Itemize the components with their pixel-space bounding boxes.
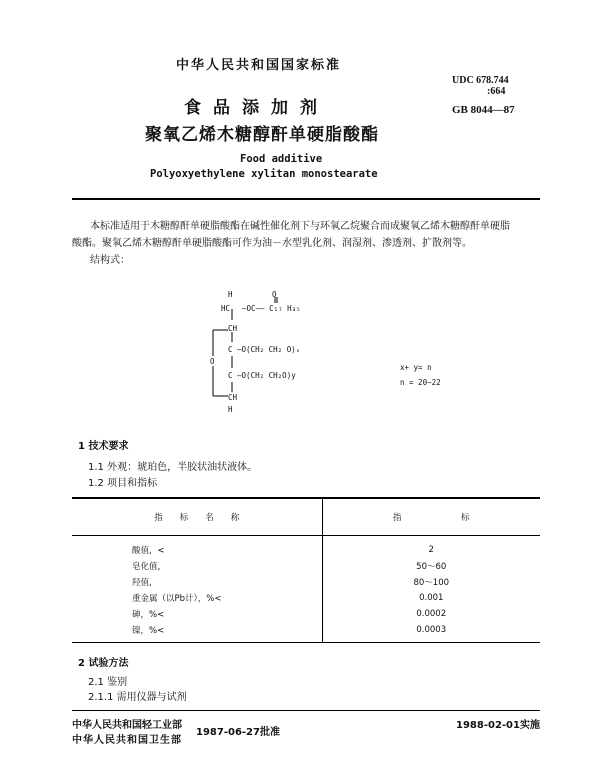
intro-line-1: 本标准适用于木糖醇酐单硬脂酸酯在碱性催化剂下与环氧乙烷聚合而成聚氧乙烯木糖醇酐单硬脂 [90, 221, 510, 232]
condition-sum: x+ y= n [400, 363, 432, 372]
title-category: 食品添加剂 [184, 98, 329, 118]
atom-ch-2: CH [228, 393, 238, 402]
title-en: Polyoxyethylene xylitan monostearate [150, 168, 378, 180]
row-value: 80～100 [322, 574, 540, 590]
standard-org: 中华人民共和国国家标准 [176, 58, 342, 73]
issuer-1: 中华人民共和国轻工业部 [72, 720, 182, 731]
row-name: 重金属（以Pb计），%< [132, 594, 222, 604]
row-name: 镍，%< [72, 622, 322, 643]
table-row [72, 606, 540, 622]
table-row [72, 622, 540, 643]
title-en-category: Food additive [240, 153, 323, 165]
c-chain-y: C —O(CH₂ CH₂O)y [228, 371, 296, 380]
table-row [72, 536, 540, 559]
row-value: 0.0003 [322, 622, 540, 643]
table-header-row [72, 498, 540, 536]
row-name: 羟值， [132, 578, 158, 588]
header-item-value: 指 标 [322, 498, 540, 536]
row-value: 2 [322, 536, 540, 559]
section-2-heading: 2 试验方法 [78, 658, 129, 669]
atom-hc: HC [221, 304, 231, 313]
approval-date: 1987-06-27批准 [196, 727, 280, 738]
condition-n: n = 20~22 [400, 378, 441, 387]
row-value: 50～60 [322, 558, 540, 574]
atom-o-ring: O [210, 357, 215, 366]
section-2-1: 2.1 鉴别 [88, 677, 128, 688]
gb-number: GB 8044—87 [452, 104, 515, 116]
row-name: 皂化值， [132, 562, 167, 572]
section-1-1: 1.1 外观：琥珀色，半胶状油状液体。 [88, 462, 258, 473]
udc-code-suffix: :664 [487, 86, 506, 97]
udc-code: UDC 678.744 [452, 75, 509, 86]
ester-group: —OC—— C₁₇ H₃₅ [242, 304, 301, 313]
row-name: 砷，%< [132, 610, 165, 620]
section-1-heading: 1 技术要求 [78, 441, 129, 452]
row-value: 0.001 [322, 590, 540, 606]
structure-label: 结构式： [90, 255, 130, 266]
row-name: 酸值，< [132, 546, 165, 556]
table-row [72, 558, 540, 574]
row-value: 0.0002 [322, 606, 540, 622]
page-title: 聚氧乙烯木糖醇酐单硬脂酸酯 [145, 125, 379, 145]
atom-h-top: H [228, 290, 233, 299]
intro-line-2: 酸酯。聚氧乙烯木糖醇酐单硬脂酸酯可作为油－水型乳化剂、润湿剂、渗透剂、扩散剂等。 [72, 238, 472, 249]
table-row [72, 574, 540, 590]
effective-date: 1988-02-01实施 [456, 720, 540, 731]
table-row [72, 590, 540, 606]
section-1-2: 1.2 项目和指标 [88, 478, 158, 489]
header-item-name: 指 标 名 称 [72, 498, 322, 536]
atom-h-bottom: H [228, 405, 233, 414]
atom-o-carbonyl: O [272, 290, 277, 299]
issuer-2: 中华人民共和国卫生部 [72, 735, 182, 746]
c-chain-x: C —O(CH₂ CH₂ O)ₓ [228, 345, 301, 354]
footer-rule [72, 710, 540, 711]
atom-ch-1: CH [228, 324, 238, 333]
section-2-1-1: 2.1.1 需用仪器与试剂 [88, 692, 187, 703]
spec-table [72, 497, 540, 643]
